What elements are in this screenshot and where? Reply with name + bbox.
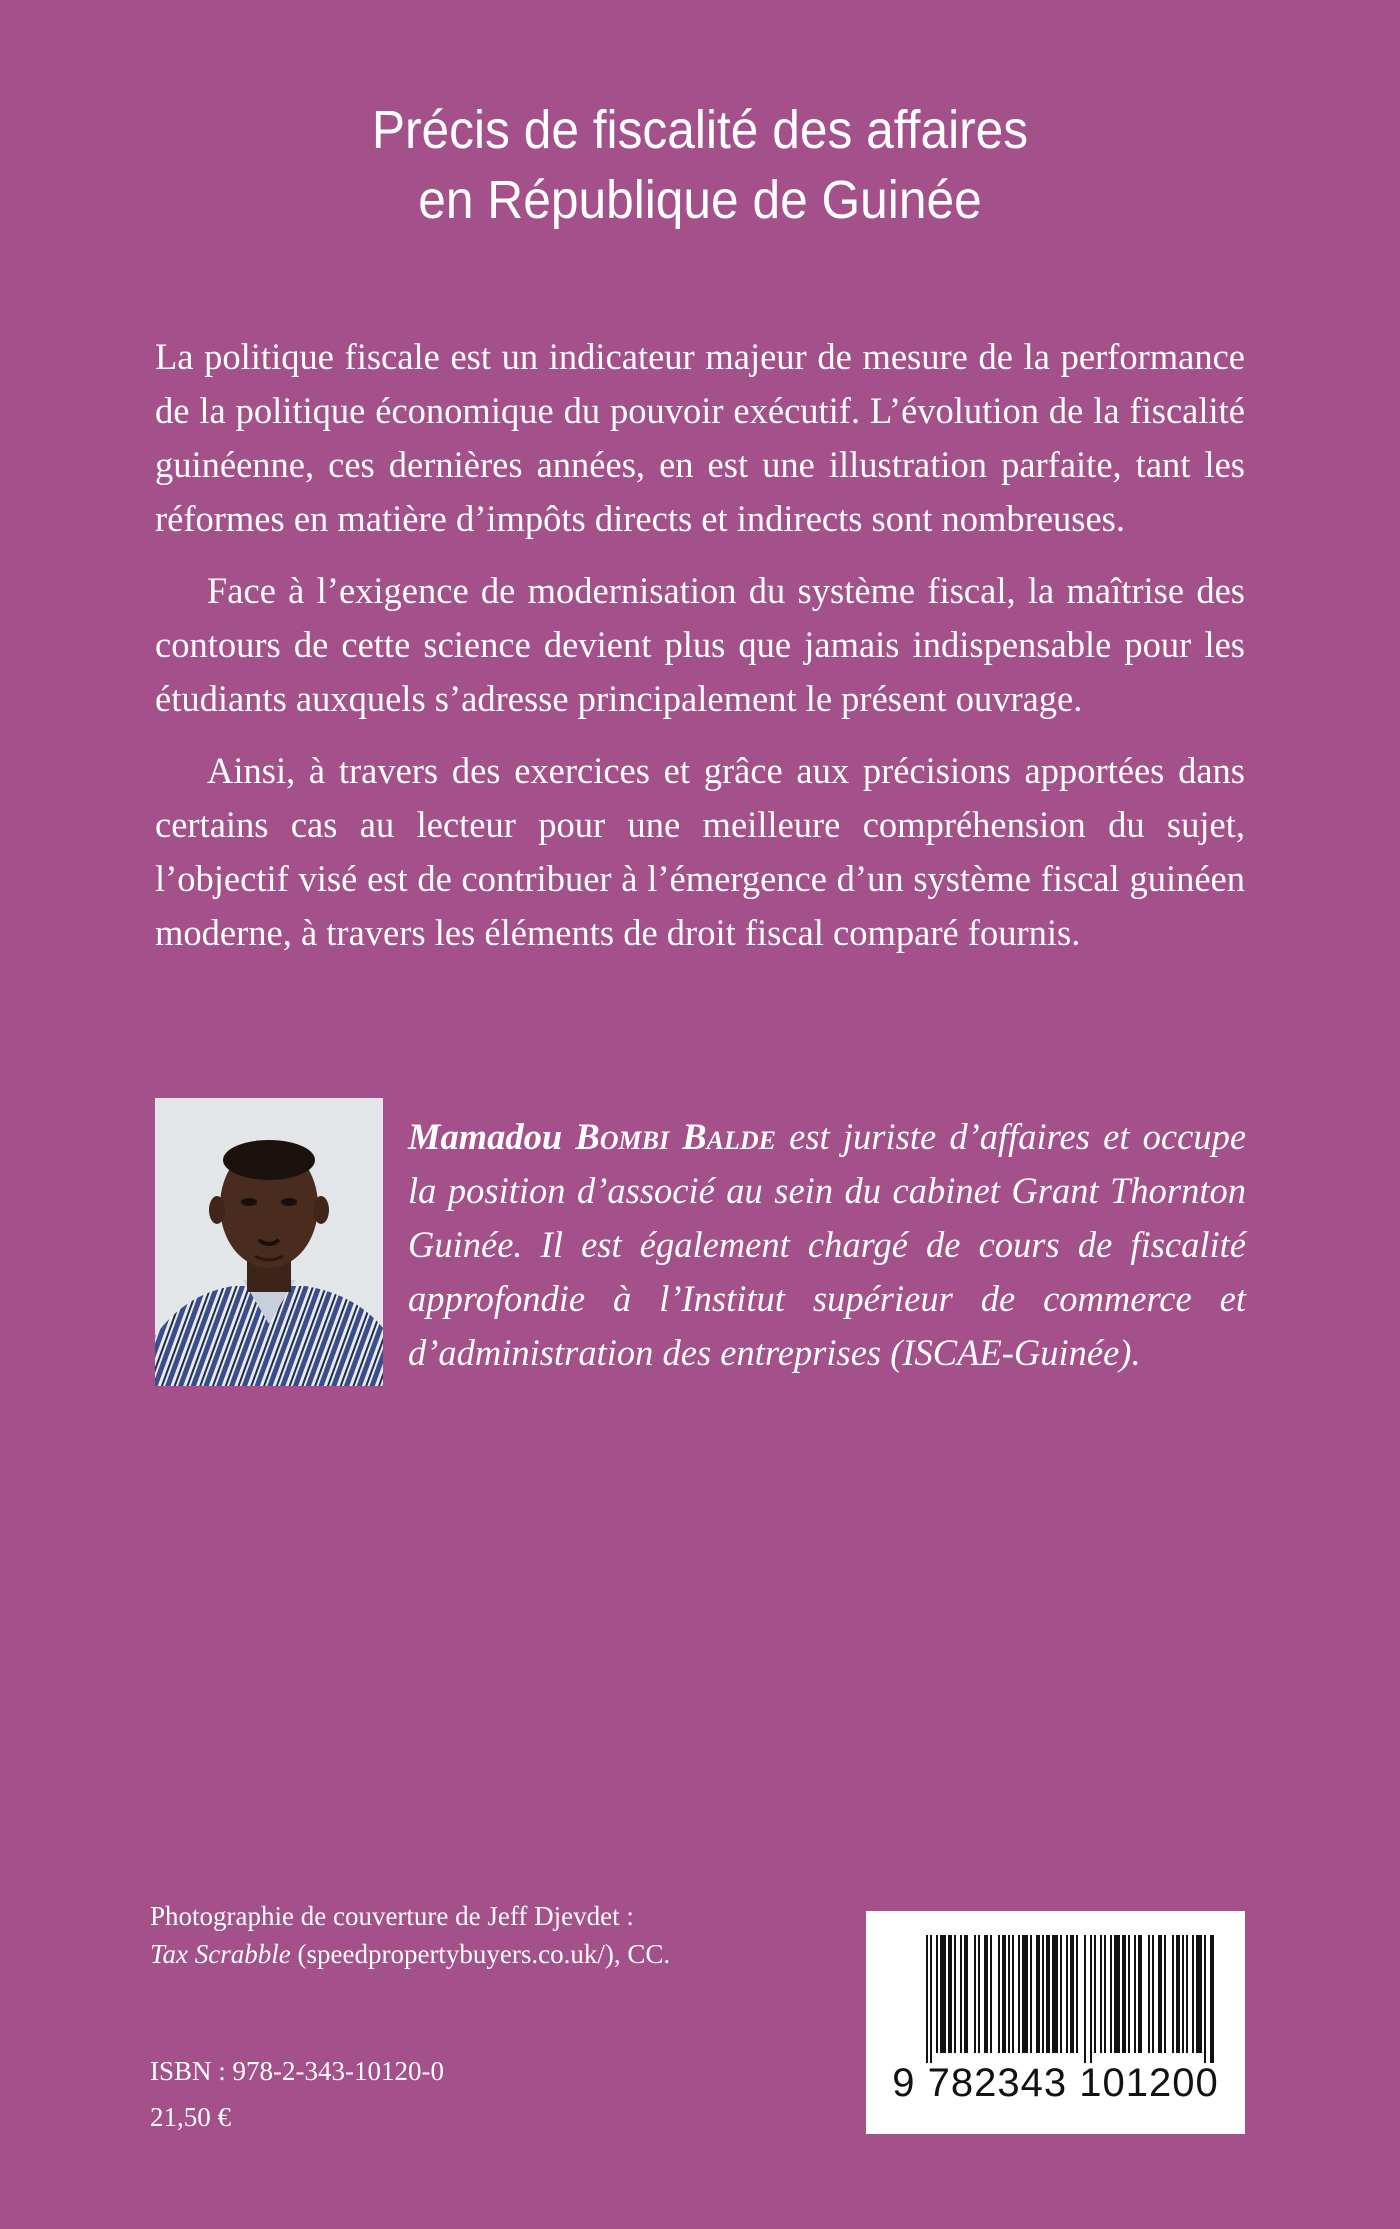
author-portrait-illustration <box>155 1098 383 1386</box>
summary-paragraph-2: Face à l’exigence de modernisation du système fiscal, la maîtrise des contours de cette science devient plus que jamais indispensable pour les étudiants auxquels s’adresse principalement le présent ouvrage. <box>155 570 1245 719</box>
book-title <box>56 95 1344 235</box>
author-biography <box>408 1110 1246 1380</box>
photo-work-title: Tax Scrabble <box>150 1939 291 1969</box>
photo-credit <box>150 1897 790 1973</box>
author-photo <box>155 1098 383 1386</box>
summary-paragraph-1: La politique fiscale est un indicateur majeur de mesure de la performance de la politique économique du pouvoir exécutif. L’évolution de la fiscalité guinéenne, ces dernières années, en est une illustration parfaite, tant les réformes en matière d’impôts directs et indirects sont nombreuses. <box>155 336 1245 539</box>
back-cover-summary <box>155 330 1245 978</box>
barcode <box>866 1911 1245 2134</box>
photo-credit-source: (speedpropertybuyers.co.uk/), CC. <box>290 1939 671 1969</box>
author-first-name: Mamadou <box>408 1116 563 1157</box>
book-price: 21,50 € <box>150 2102 231 2132</box>
summary-paragraph-3: Ainsi, à travers des exercices et grâce aux précisions apportées dans certains cas au lecteur pour une meilleure compréhension du sujet, l’objectif visé est de contribuer à l’émergence d’un système fiscal guinéen moderne, à travers les éléments de droit fiscal comparé fournis. <box>155 750 1245 953</box>
book-title-line-1: Précis de fiscalité des affaires <box>371 100 1029 160</box>
isbn-number: ISBN : 978-2-343-10120-0 <box>150 2056 444 2086</box>
barcode-digits: 9 782343 101200 <box>892 2061 1219 2105</box>
book-title-line-2: en République de Guinée <box>418 170 982 230</box>
photo-credit-line-2 <box>150 1935 790 1973</box>
photo-credit-line-1: Photographie de couverture de Jeff Djevdet : <box>150 1901 634 1931</box>
author-last-name: Bombi Balde <box>575 1116 776 1157</box>
author-bio-text: est juriste d’affaires et occupe la position d’associé au sein du cabinet Grant Thornton Guinée. Il est également chargé de cours de fiscalité approfondie à l’Institut supérieur de commerce et d’administration des entreprises (ISCAE-Guinée). <box>408 1116 1247 1373</box>
